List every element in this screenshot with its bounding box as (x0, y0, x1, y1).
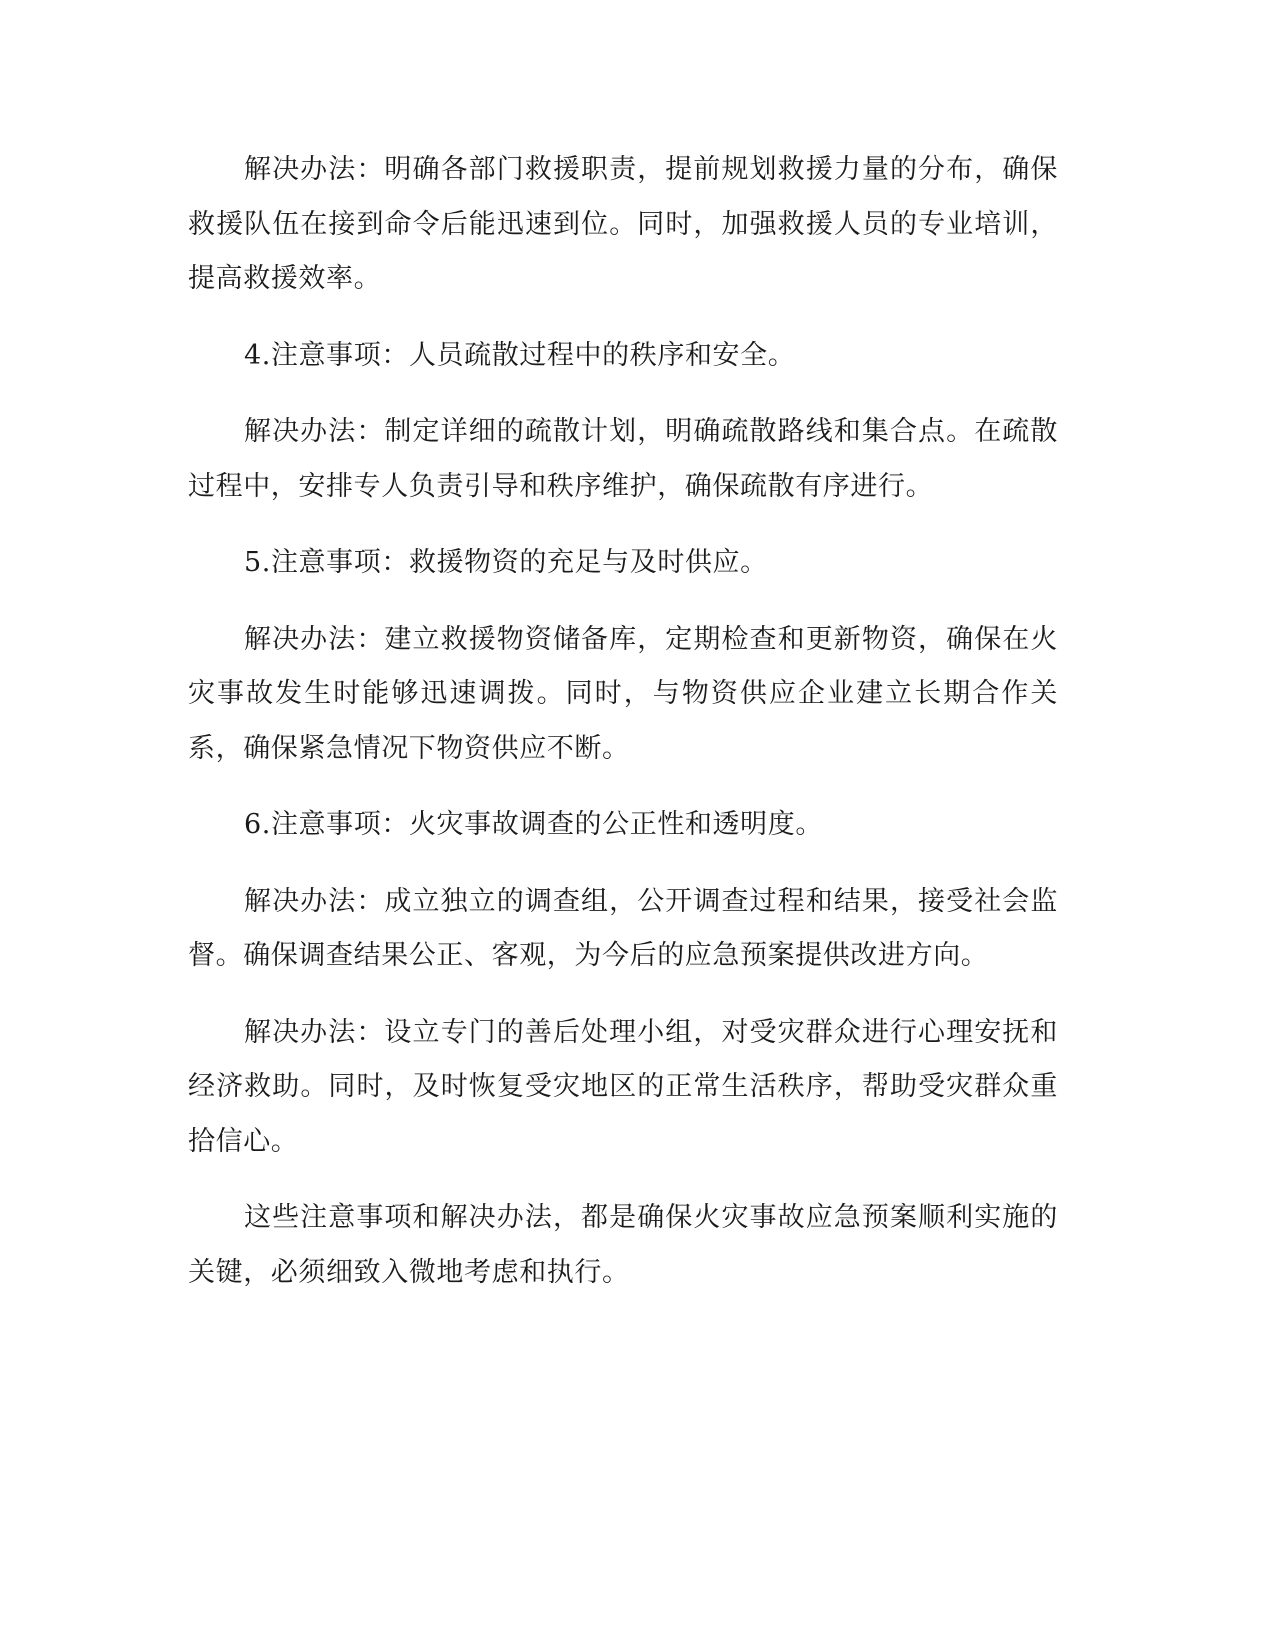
paragraph-rescue-solution: 解决办法：明确各部门救援职责，提前规划救援力量的分布，确保救援队伍在接到命令后能迅速到位。同时，加强救援人员的专业培训，提高救援效率。 (188, 154, 1058, 294)
paragraph-investigation-solution: 解决办法：成立独立的调查组，公开调查过程和结果，接受社会监督。确保调查结果公正、客观，为今后的应急预案提供改进方向。 (188, 885, 1058, 971)
paragraph-supplies-solution: 解决办法：建立救援物资储备库，定期检查和更新物资，确保在火灾事故发生时能够迅速调拨。同时，与物资供应企业建立长期合作关系，确保紧急情况下物资供应不断。 (188, 623, 1058, 764)
paragraph-conclusion: 这些注意事项和解决办法，都是确保火灾事故应急预案顺利实施的关键，必须细致入微地考虑和执行。 (188, 1202, 1058, 1288)
paragraph-item-4-note: 4.注意事项：人员疏散过程中的秩序和安全。 (244, 339, 796, 371)
document-body (188, 143, 1058, 1322)
paragraph-evacuation-solution: 解决办法：制定详细的疏散计划，明确疏散路线和集合点。在疏散过程中，安排专人负责引导和秩序维护，确保疏散有序进行。 (188, 416, 1058, 502)
paragraph-item-5-note: 5.注意事项：救援物资的充足与及时供应。 (244, 547, 768, 578)
paragraph-item-6-note: 6.注意事项：火灾事故调查的公正性和透明度。 (244, 809, 823, 840)
paragraph-aftermath-solution: 解决办法：设立专门的善后处理小组，对受灾群众进行心理安抚和经济救助。同时，及时恢复受灾地区的正常生活秩序，帮助受灾群众重拾信心。 (188, 1016, 1058, 1157)
